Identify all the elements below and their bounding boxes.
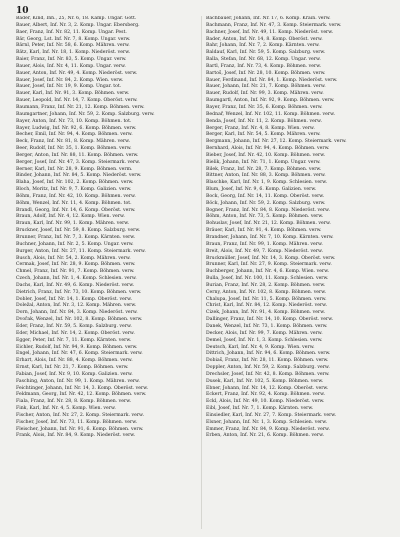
list-entry: Bartoš, Josef, Inf. Nr. 28, 10. Komp. Böhmen. verw.: [206, 70, 326, 76]
list-entry: Eckert, Franz, Inf. Nr. 92, 4. Komp. Böhmen. verw.: [206, 392, 325, 398]
list-entry: Braun, Karl, Inf. Nr. 99, 1. Komp. Mähren. verw.: [16, 221, 130, 227]
list-entry: Bauer, Alois, Inf. Nr. 4, 11. Komp. Ungar. verw.: [16, 63, 126, 69]
list-entry: Binder, Johann, Inf. Nr. 84, 5. Komp. Niederöst. verw.: [16, 173, 142, 179]
list-entry: Baldauf, Karl, Inf. Nr. 59, 5. Komp. Salzburg. verw.: [206, 50, 326, 56]
list-entry: Bock, Georg, Inf. Nr. 14, 11. Komp. Oberöst. verw.: [206, 193, 325, 199]
list-entry: Burger, Anton, Inf. Nr. 27, 11. Komp. Steiermark. verw.: [16, 248, 146, 254]
list-entry: Böck, Johann, Inf. Nr. 59, 2. Komp. Salzburg. verw.: [206, 200, 326, 206]
list-entry: Bauer, Karl, Inf. Nr. 91, 3. Komp. Böhmen. verw.: [16, 91, 130, 97]
list-entry: Dusek, Karl, Inf. Nr. 102, 5. Komp. Böhmen. verw.: [206, 378, 324, 384]
list-entry: Doležal, Anton, Inf. Nr. 3, 12. Komp. Mähren. verw.: [16, 303, 137, 309]
list-entry: Bauer, Leopold, Inf. Nr. 14, 7. Komp. Oberöst. verw.: [16, 98, 138, 104]
list-entry: Bachner, Josef, Inf. Nr. 49, 11. Komp. Niederöst. verw.: [206, 29, 334, 35]
list-entry: Brunner, Karl, Inf. Nr. 27, 9. Komp. Steiermark. verw.: [206, 262, 332, 268]
list-entry: Emmer, Franz, Inf. Nr. 84, 9. Komp. Niederöst. verw.: [206, 426, 330, 432]
list-entry: Bielik, Johann, Inf. Nr. 71, 1. Komp. Ungar. verw.: [206, 159, 321, 165]
list-entry: Cerny, Anton, Inf. Nr. 102, 8. Komp. Böhmen. verw.: [206, 289, 327, 295]
list-entry: Busch, Alois, Inf. Nr. 54, 2. Komp. Mähren. verw.: [16, 255, 131, 261]
list-entry: Böhm, Franz, Inf. Nr. 42, 10. Komp. Böhmen. verw.: [16, 193, 136, 199]
list-entry: Brandl, Georg, Inf. Nr. 14, 6. Komp. Oberöst. verw.: [16, 207, 136, 213]
list-entry: Bräuer, Karl, Inf. Nr. 91, 4. Komp. Böhmen. verw.: [206, 228, 322, 234]
list-entry: Erhart, Alois, Inf. Nr. 88, 4. Komp. Böhmen. verw.: [16, 358, 133, 364]
list-entry: Chmel, Franz, Inf. Nr. 91, 7. Komp. Böhmen. verw.: [16, 269, 135, 275]
list-entry: Fasching, Anton, Inf. Nr. 99, 1. Komp. Mähren. verw.: [16, 378, 140, 384]
list-entry: Bauer, Albert, Inf. Nr. 3, 2. Komp. Ungar. Ebersberg.: [16, 22, 140, 28]
list-entry: Berger, Anton, Inf. Nr. 88, 11. Komp. Böhmen. verw.: [16, 152, 139, 158]
list-entry: Dorn, Johann, Inf. Nr. 84, 3. Komp. Niederöst. verw.: [16, 310, 138, 316]
list-entry: Fischer, Anton, Inf. Nr. 27, 2. Komp. Steiermark. verw.: [16, 412, 144, 418]
list-entry: Bayer, Ludwig, Inf. Nr. 92, 6. Komp. Böhmen. verw.: [16, 125, 137, 131]
list-entry: Bayer, Anton, Inf. Nr. 73, 10. Komp. Böhmen. tot.: [16, 118, 132, 124]
list-entry: Bauer, Anton, Inf. Nr. 49, 4. Komp. Niederöst. verw.: [16, 70, 138, 76]
list-entry: Bahr, Johann, Inf. Nr. 7, 2. Komp. Kärnten. verw.: [206, 43, 320, 49]
list-entry: Doppler, Anton, Inf. Nr. 59, 2. Komp. Salzburg. verw.: [206, 365, 330, 371]
list-entry: Fleischer, Johann, Inf. Nr. 91, 6. Komp. Böhmen. verw.: [16, 426, 144, 432]
list-entry: Brandner, Johann, Inf. Nr. 7, 10. Komp. Kärnten. verw.: [206, 235, 334, 240]
list-entry: Frank, Alois, Inf. Nr. 84, 9. Komp. Niederöst. verw.: [16, 433, 136, 439]
list-entry: Braun, Franz, Inf. Nr. 99, 1. Komp. Mähren. verw.: [206, 241, 323, 247]
list-entry: Bachmann, Franz, Inf. Nr. 47, 3. Komp. Steiermark. verw.: [206, 22, 342, 28]
list-entry: Eichler, Rudolf, Inf. Nr. 94, 9. Komp. Böhmen. verw.: [16, 344, 138, 350]
list-entry: Burian, Franz, Inf. Nr. 28, 2. Komp. Böhmen. verw.: [206, 282, 326, 288]
list-entry: Bulla, Josef, Inf. Nr. 100, 11. Komp. Schlesien. verw.: [206, 276, 329, 282]
list-entry: Dobler, Josef, Inf. Nr. 14, 1. Komp. Oberöst. verw.: [16, 296, 132, 302]
list-entry: Berger, Karl, Inf. Nr. 54, 5. Komp. Mähren. verw.: [206, 132, 321, 138]
list-entry: Baumgartner, Johann, Inf. Nr. 59, 2. Komp. Salzburg. verw.: [16, 111, 155, 117]
list-entry: Feichtinger, Johann, Inf. Nr. 14, 3. Komp. Oberöst. verw.: [16, 385, 149, 391]
list-entry: Dvořak, Wenzel, Inf. Nr. 102, 8. Komp. Böhmen. verw.: [16, 317, 143, 323]
list-entry: Ebner, Johann, Inf. Nr. 14, 12. Komp. Oberöst. verw.: [206, 385, 329, 391]
list-entry: Drechsler, Josef, Inf. Nr. 42, 8. Komp. Böhmen. verw.: [206, 371, 330, 377]
list-entry: Baer, Franz, Inf. Nr. 82, 11. Komp. Ungar. Pest.: [16, 29, 127, 35]
list-entry: Erben, Anton, Inf. Nr. 21, 6. Komp. Böhmen. verw.: [206, 433, 325, 439]
list-entry: Bruckmüller, Josef, Inf. Nr. 14, 3. Komp. Oberöst. verw.: [206, 255, 336, 261]
list-entry: Egger, Peter, Inf. Nr. 7, 11. Komp. Kärnten. verw.: [16, 337, 132, 343]
list-entry: Dietrich, Franz, Inf. Nr. 73, 10. Komp. Böhmen. verw.: [16, 289, 142, 295]
list-entry: Bauer, Josef, Inf. Nr. 84, 2. Komp. Wien. verw.: [16, 77, 124, 83]
text-columns: [16, 16, 390, 531]
list-entry: Dallinger, Franz, Inf. Nr. 14, 10. Komp. Oberöst. verw.: [206, 317, 334, 323]
list-entry: Blaha, Josef, Inf. Nr. 102, 2. Komp. Böhmen. verw.: [16, 180, 134, 186]
list-entry: Dittrich, Johann, Inf. Nr. 94, 6. Komp. Böhmen. verw.: [206, 351, 331, 357]
list-entry: Demel, Josef, Inf. Nr. 1, 3. Komp. Schlesien. verw.: [206, 337, 323, 343]
list-entry: Breit, Alois, Inf. Nr. 49, 7. Komp. Niederöst. verw.: [206, 248, 323, 254]
list-entry: Bruckner, Josef, Inf. Nr. 59, 8. Komp. Salzburg. verw.: [16, 228, 141, 234]
list-entry: Baier, Franz, Inf. Nr. 83, 5. Komp. Ungar. verw.: [16, 57, 127, 63]
list-entry: Bartl, Franz, Inf. Nr. 73, 4. Komp. Böhmen. verw.: [206, 63, 322, 69]
list-entry: Brunner, Franz, Inf. Nr. 7, 3. Komp. Kärnten. verw.: [16, 235, 136, 240]
list-entry: Becher, Emil, Inf. Nr. 94, 4. Komp. Böhmen. verw.: [16, 132, 133, 138]
list-entry: Fink, Karl, Inf. Nr. 4, 5. Komp. Wien. verw.: [16, 406, 116, 412]
list-entry: Bergmann, Johann, Inf. Nr. 27, 12. Komp. Steiermark. verw.: [206, 139, 347, 145]
list-entry: Elsner, Johann, Inf. Nr. 1, 3. Komp. Schlesien. verw.: [206, 419, 328, 425]
list-entry: Blum, Josef, Inf. Nr. 9, 6. Komp. Galizien. verw.: [206, 187, 317, 193]
list-entry: Bittner, Anton, Inf. Nr. 88, 3. Komp. Böhmen. verw.: [206, 173, 326, 179]
list-entry: Berner, Karl, Inf. Nr. 28, 9. Komp. Böhmen. verm.: [16, 166, 133, 172]
list-entry: Blaschke, Karl, Inf. Nr. 1, 9. Komp. Schlesien. verw.: [206, 180, 328, 186]
list-entry: Böhm, Anton, Inf. Nr. 73, 5. Komp. Böhmen. verw.: [206, 214, 324, 220]
list-entry: Cermak, Josef, Inf. Nr. 28, 9. Komp. Böhmen. verw.: [16, 262, 136, 268]
list-entry: Einsiedler, Karl, Inf. Nr. 27, 7. Komp. Steiermark. verw.: [206, 412, 337, 418]
list-entry: Bauer, Josef, Inf. Nr. 19, 9. Komp. Ungar. tot.: [16, 84, 122, 90]
list-entry: Beer, Rudolf, Inf. Nr. 35, 1. Komp. Böhmen. verw.: [16, 146, 132, 152]
list-entry: Dobiaš, Franz, Inf. Nr. 28, 11. Komp. Böhmen. verw.: [206, 358, 329, 364]
list-entry: Balla, Stefan, Inf. Nr. 68, 12. Komp. Ungar. verw.: [206, 57, 321, 63]
list-entry: Christ, Karl, Inf. Nr. 84, 12. Komp. Niederöst. verw.: [206, 303, 328, 309]
list-entry: Eibl, Josef, Inf. Nr. 7, 1. Komp. Kärnten. verw.: [206, 406, 314, 412]
list-entry: Bayer, Franz, Inf. Nr. 35, 6. Komp. Böhmen. verw.: [206, 104, 323, 110]
list-entry: Bader, Anton, Inf. Nr. 14, 8. Komp. Oberöst. verw.: [206, 36, 323, 42]
list-entry: Feldmann, Georg, Inf. Nr. 42, 12. Komp. Böhmen. verw.: [16, 392, 147, 398]
list-entry: Bauer, Ferdinand, Inf. Nr. 84, 1. Komp. Niederöst. verw.: [206, 77, 338, 83]
list-entry: Bloch, Moritz, Inf. Nr. 9, 7. Komp. Galizien. verw.: [16, 187, 132, 193]
list-entry: Deutsch, Karl, Inf. Nr. 4, 9. Komp. Wien. verw.: [206, 344, 315, 350]
page-number: 10: [16, 6, 29, 16]
left-column: [16, 16, 200, 531]
list-entry: Bauer, Rudolf, Inf. Nr. 99, 3. Komp. Mähren. verw.: [206, 91, 324, 97]
list-entry: Dachs, Karl, Inf. Nr. 49, 6. Komp. Niederöst. verw.: [16, 282, 135, 288]
list-entry: Fiala, Franz, Inf. Nr. 28, 8. Komp. Böhmen. verw.: [16, 399, 132, 405]
list-entry: Buchberger, Johann, Inf. Nr. 4, 6. Komp. Wien. verw.: [206, 269, 330, 275]
list-entry: Engel, Johann, Inf. Nr. 47, 6. Komp. Steiermark. verw.: [16, 351, 143, 357]
list-entry: Bär, Georg, Lst. Inf. Nr. 7, 8. Komp. Ungar. verw.: [16, 36, 131, 42]
list-entry: Ernst, Karl, Inf. Nr. 21, 7. Komp. Böhmen. verw.: [16, 365, 129, 371]
list-entry: Eder, Franz, Inf. Nr. 59, 5. Komp. Salzburg. verw.: [16, 323, 132, 329]
list-entry: Braun, Adolf, Inf. Nr. 4, 12. Komp. Wien. verw.: [16, 214, 125, 220]
list-entry: Bernhard, Alois, Inf. Nr. 94, 4. Komp. Böhmen. verw.: [206, 146, 330, 152]
list-entry: Bednař, Wenzel, Inf. Nr. 102, 11. Komp. Böhmen. verw.: [206, 111, 335, 117]
right-column: [206, 16, 390, 531]
list-entry: Bohuslav, Josef, Inf. Nr. 21, 12. Komp. Böhmen. verw.: [206, 221, 331, 227]
list-entry: Chalupa, Josef, Inf. Nr. 11, 5. Komp. Böhmen. verw.: [206, 296, 327, 302]
list-entry: Fischer, Josef, Inf. Nr. 73, 11. Komp. Böhmen. verw.: [16, 419, 138, 425]
list-entry: Bogner, Franz, Inf. Nr. 84, 8. Komp. Niederöst. verw.: [206, 207, 330, 213]
list-entry: Czech, Johann, Inf. Nr. 1, 4. Komp. Schlesien. verw.: [16, 276, 137, 282]
list-entry: Eckl, Alois, Inf. Nr. 49, 10. Komp. Niederöst. verw.: [206, 399, 325, 405]
list-entry: Bilek, Franz, Inf. Nr. 28, 7. Komp. Böhmen. verw.: [206, 166, 322, 172]
list-entry: Beck, Franz, Inf. Nr. 81, 8. Komp. Mähren. verw.: [16, 139, 131, 145]
list-entry: Bachbauer, Johann, Inf. Nr. 17, 6. Komp. Krain. verw.: [206, 16, 331, 21]
list-entry: Eder, Michael, Inf. Nr. 14, 2. Komp. Oberöst. verw.: [16, 330, 135, 336]
list-entry: Danek, Wenzel, Inf. Nr. 73, 1. Komp. Böhmen. verw.: [206, 323, 328, 329]
list-entry: Fabian, Josef, Inf. Nr. 9, 10. Komp. Galizien. verw.: [16, 371, 133, 377]
list-entry: Cizek, Johann, Inf. Nr. 91, 4. Komp. Böhmen. verw.: [206, 310, 326, 316]
list-entry: Baumgartl, Anton, Inf. Nr. 92, 9. Komp. Böhmen. verw.: [206, 98, 335, 104]
list-entry: Bauer, Johann, Inf. Nr. 21, 7. Komp. Böhmen. verw.: [206, 84, 326, 90]
list-entry: Berger, Franz, Inf. Nr. 4, 8. Komp. Wien. verw.: [206, 125, 315, 131]
list-entry: Benda, Josef, Inf. Nr. 11, 2. Komp. Böhmen. verw.: [206, 118, 322, 124]
list-entry: Baumann, Franz, Inf. Nr. 21, 12. Komp. Böhmen. verw.: [16, 104, 145, 110]
list-entry: Berger, Josef, Inf. Nr. 47, 3. Komp. Steiermark. verw.: [16, 159, 140, 165]
list-entry: Buchner, Johann, Inf. Nr. 2, 5. Komp. Ungar. verw.: [16, 241, 134, 247]
list-entry: Bieber, Josef, Inf. Nr. 42, 10. Komp. Böhmen. verw.: [206, 152, 326, 158]
list-entry: Decker, Alois, Inf. Nr. 99, 7. Komp. Mähren. verw.: [206, 330, 323, 336]
list-entry: Bätz, Karl, Inf. Nr. 18, 1. Komp. Niederöst. verw.: [16, 50, 131, 56]
list-entry: Bader, Kind, Inh., 25, Nr. 6, 18. Kamp. Ungar. Gött.: [16, 16, 137, 21]
list-entry: Böhm, Wenzel, Inf. Nr. 11, 4. Komp. Böhmen. tot.: [16, 200, 132, 206]
list-entry: Bärnl, Peter, Inf. Nr. 58, 6. Komp. Mähren. verw.: [16, 43, 130, 49]
